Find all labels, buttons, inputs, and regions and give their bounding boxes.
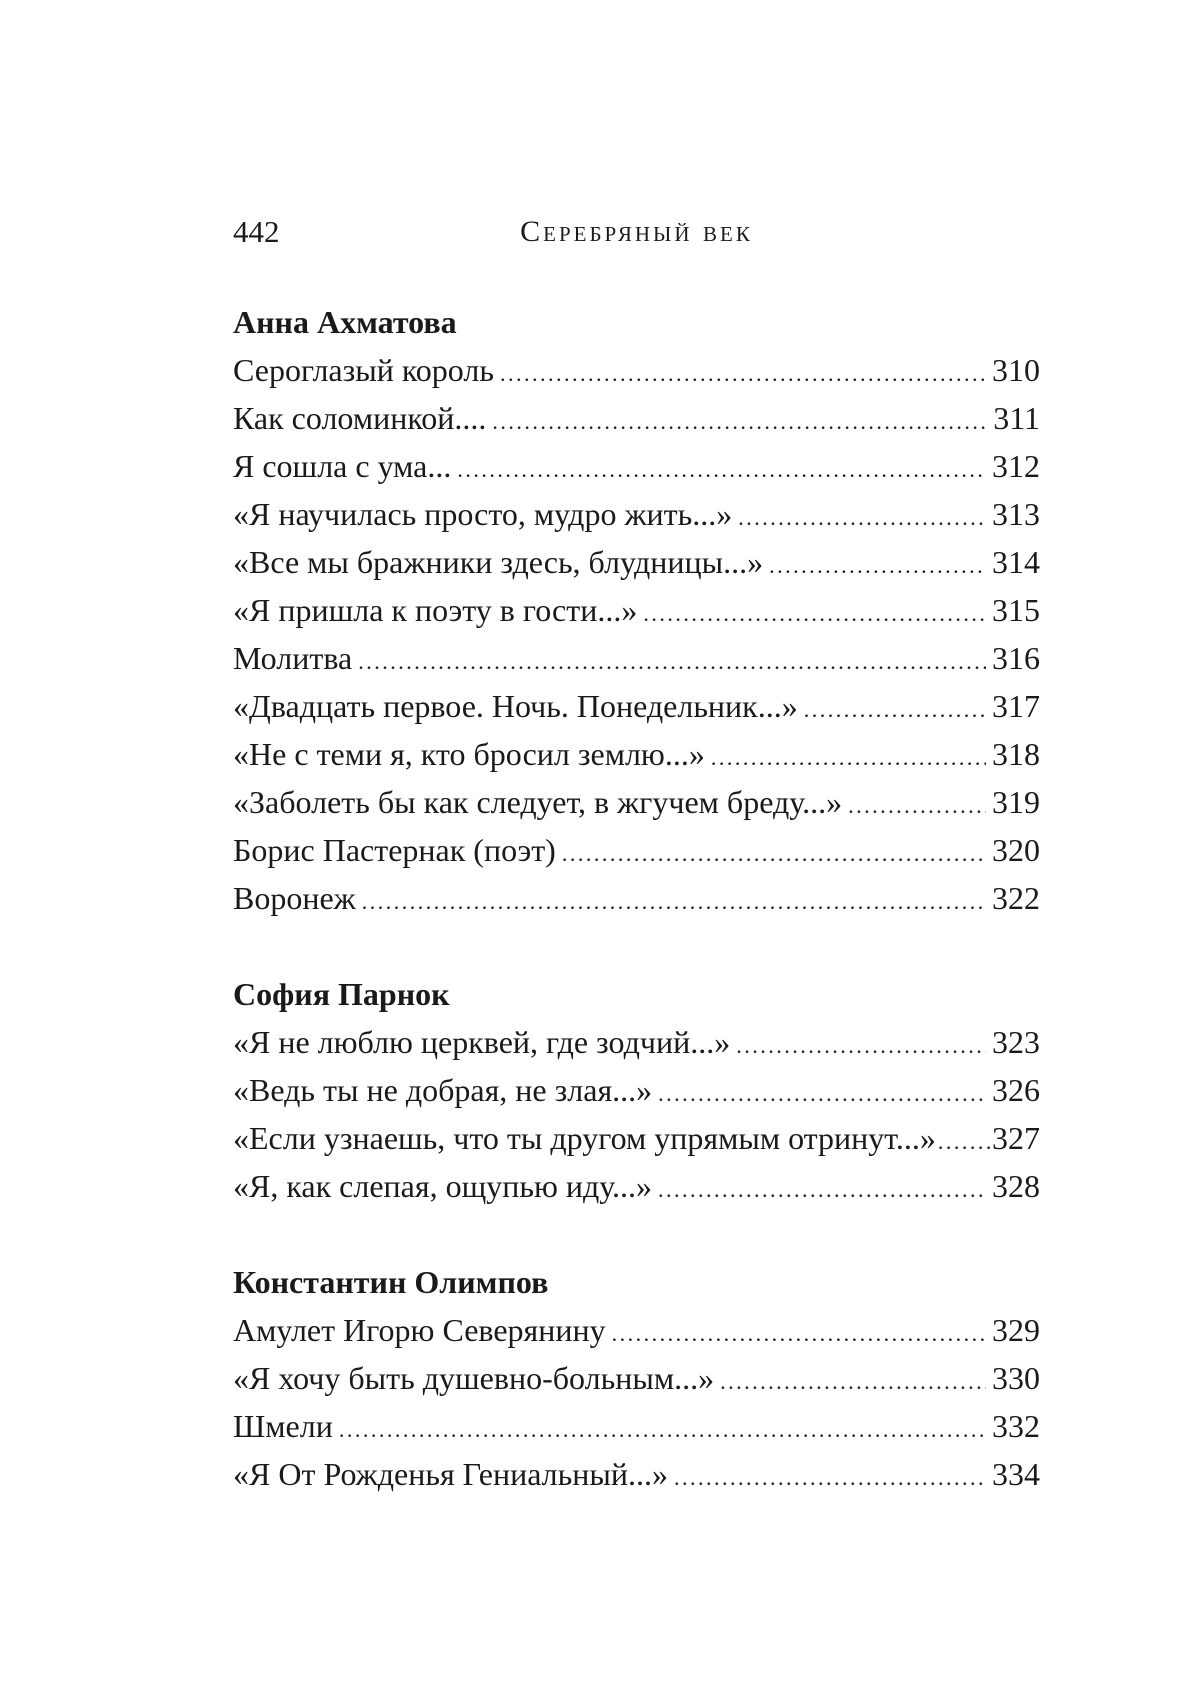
entry-page-number: 322 xyxy=(992,880,1040,916)
entry-page-number: 319 xyxy=(992,784,1040,820)
dot-leader xyxy=(492,394,987,446)
author-heading: Анна Ахматова xyxy=(233,304,457,340)
entry-page-number: 311 xyxy=(993,400,1040,436)
page-number: 442 xyxy=(233,214,280,249)
toc-entry xyxy=(233,490,1040,538)
dot-leader xyxy=(643,586,986,638)
entry-page-number: 329 xyxy=(992,1312,1040,1348)
toc-entry xyxy=(233,634,1040,682)
entry-title: «Заболеть бы как следует, в жгучем бреду...» xyxy=(233,784,843,820)
toc-entry xyxy=(233,874,1040,922)
entry-title: «Если узнаешь, что ты другом упрямым отринут...» xyxy=(233,1120,936,1156)
entry-page-number: 315 xyxy=(992,592,1040,628)
toc-entry xyxy=(233,442,1040,490)
entry-page-number: 318 xyxy=(992,736,1040,772)
entry-title: Я сошла с ума... xyxy=(233,448,452,484)
entry-page-number: 323 xyxy=(992,1024,1040,1060)
toc-entry xyxy=(233,1354,1040,1402)
entry-title: «Все мы бражники здесь, блудницы...» xyxy=(233,544,764,580)
entry-title: Борис Пастернак (поэт) xyxy=(233,832,556,868)
page-header xyxy=(233,212,1040,252)
entry-page-number: 310 xyxy=(992,352,1040,388)
entry-page-number: 320 xyxy=(992,832,1040,868)
entry-title: «Я пришла к поэту в гости...» xyxy=(233,592,638,628)
toc-entry xyxy=(233,730,1040,778)
dot-leader xyxy=(804,682,986,734)
running-title: Серебряный век xyxy=(520,215,753,248)
entry-title: «Я, как слепая, ощупью иду...» xyxy=(233,1168,653,1204)
entry-page-number: 334 xyxy=(992,1456,1040,1492)
toc-entry xyxy=(233,682,1040,730)
toc-entry xyxy=(233,1402,1040,1450)
toc-section-olimpov xyxy=(233,1258,1040,1498)
toc-entry xyxy=(233,346,1040,394)
entry-title: «Я От Рожденья Гениальный...» xyxy=(233,1456,668,1492)
toc-section-akhmatova xyxy=(233,298,1040,922)
dot-leader xyxy=(562,826,986,878)
entry-title: Сероглазый король xyxy=(233,352,494,388)
dot-leader xyxy=(711,730,986,782)
dot-leader xyxy=(658,1162,986,1214)
entry-title: «Не с теми я, кто бросил землю...» xyxy=(233,736,705,772)
dot-leader xyxy=(457,442,986,494)
toc-entry xyxy=(233,1114,1040,1162)
toc-entry xyxy=(233,1450,1040,1498)
toc-entry xyxy=(233,1306,1040,1354)
dot-leader xyxy=(848,778,986,830)
dot-leader xyxy=(938,1114,990,1166)
entry-page-number: 328 xyxy=(992,1168,1040,1204)
entry-title: Воронеж xyxy=(233,880,356,916)
entry-title: «Я хочу быть душевно-больным...» xyxy=(233,1360,715,1396)
dot-leader xyxy=(674,1450,986,1502)
dot-leader xyxy=(500,346,986,398)
toc-entry xyxy=(233,778,1040,826)
dot-leader xyxy=(769,538,986,590)
dot-leader xyxy=(738,490,986,542)
toc-entry xyxy=(233,1066,1040,1114)
dot-leader xyxy=(736,1018,986,1070)
toc-entry xyxy=(233,1018,1040,1066)
entry-page-number: 312 xyxy=(992,448,1040,484)
entry-page-number: 330 xyxy=(992,1360,1040,1396)
toc-entry xyxy=(233,394,1040,442)
author-heading: София Парнок xyxy=(233,976,450,1012)
entry-title: «Я не люблю церквей, где зодчий...» xyxy=(233,1024,731,1060)
entry-page-number: 326 xyxy=(992,1072,1040,1108)
toc-entry xyxy=(233,826,1040,874)
author-heading: Константин Олимпов xyxy=(233,1264,549,1300)
entry-page-number: 314 xyxy=(992,544,1040,580)
entry-title: Шмели xyxy=(233,1408,333,1444)
dot-leader xyxy=(612,1306,986,1358)
toc-entry xyxy=(233,538,1040,586)
dot-leader xyxy=(658,1066,986,1118)
entry-title: «Я научилась просто, мудро жить...» xyxy=(233,496,733,532)
entry-title: «Ведь ты не добрая, не злая...» xyxy=(233,1072,653,1108)
entry-page-number: 313 xyxy=(992,496,1040,532)
dot-leader xyxy=(720,1354,986,1406)
entry-page-number: 327 xyxy=(992,1120,1040,1156)
toc-section-parnok xyxy=(233,970,1040,1210)
dot-leader xyxy=(358,634,986,686)
table-of-contents xyxy=(233,298,1040,1498)
entry-title: «Двадцать первое. Ночь. Понедельник...» xyxy=(233,688,798,724)
entry-title: Амулет Игорю Северянину xyxy=(233,1312,606,1348)
entry-title: Как соломинкой.... xyxy=(233,400,487,436)
entry-page-number: 316 xyxy=(992,640,1040,676)
entry-title: Молитва xyxy=(233,640,353,676)
toc-entry xyxy=(233,1162,1040,1210)
dot-leader xyxy=(339,1402,986,1454)
entry-page-number: 317 xyxy=(992,688,1040,724)
entry-page-number: 332 xyxy=(992,1408,1040,1444)
dot-leader xyxy=(362,874,986,926)
toc-entry xyxy=(233,586,1040,634)
